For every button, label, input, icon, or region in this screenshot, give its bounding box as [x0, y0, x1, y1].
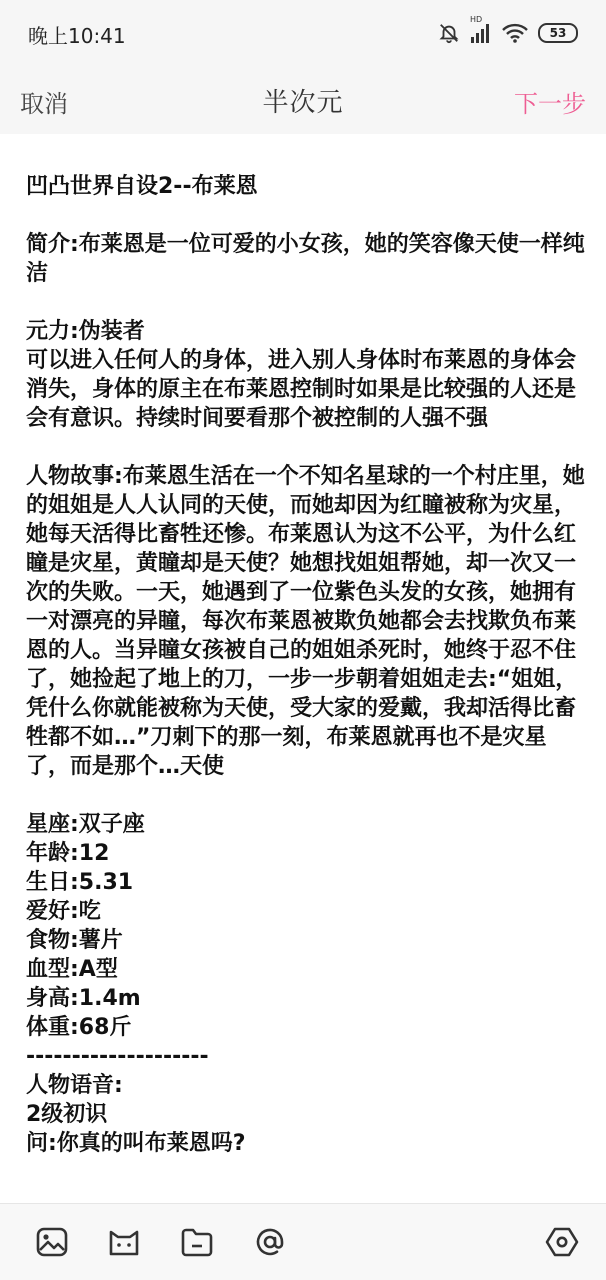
profile-line: 身高:1.4m: [26, 986, 141, 1011]
emoji-button[interactable]: [106, 1224, 142, 1260]
signal-icon: [470, 23, 492, 43]
profile-line: 2级初识: [26, 1102, 108, 1127]
intro-text: 简介:布莱恩是一位可爱的小女孩，她的笑容像天使一样纯洁: [26, 232, 585, 286]
battery-icon: 53: [538, 23, 578, 43]
profile-line: 食物:薯片: [26, 928, 123, 953]
status-bar: [0, 0, 606, 68]
profile-line: 问:你真的叫布莱恩吗?: [26, 1131, 246, 1156]
hd-label: HD: [470, 15, 483, 24]
folder-icon: [179, 1224, 215, 1260]
profile-line: 人物语音:: [26, 1073, 123, 1098]
profile-line: 生日:5.31: [26, 870, 134, 895]
next-step-button[interactable]: 下一步: [514, 90, 586, 118]
profile-line: 星座:双子座: [26, 812, 145, 837]
status-icons: [438, 15, 578, 46]
header: [0, 68, 606, 134]
profile-line: 年龄:12: [26, 841, 110, 866]
profile-line: 爱好:吃: [26, 899, 101, 924]
emoji-cat-icon: [106, 1224, 142, 1260]
settings-button[interactable]: [544, 1224, 580, 1260]
hexagon-settings-icon: [544, 1224, 580, 1260]
page-title: 半次元: [262, 88, 344, 118]
story-text: 人物故事:布莱恩生活在一个不知名星球的一个村庄里，她的姐姐是人人认同的天使，而她却因为红瞳被称为灾星，她每天活得比畜牲还惨。布莱恩认为这不公平，为什么红瞳是灾星，黄瞳却是天使？她想找姐姐帮她，却一次又一次的失败。一天，她遇到了一位紫色头发的女孩，她拥有一对漂亮的异瞳，每次布莱恩被欺负她都会去找欺负布莱恩的人。当异瞳女孩被自己的姐姐杀死时，她终于忍不住了，她捡起了地上的刀，一步一步朝着姐姐走去:“姐姐，凭什么你就能被称为天使，受大家的爱戴，我却活得比畜牲都不如…”刀刺下的那一刻，布莱恩就再也不是灾星了，而是那个…天使: [26, 464, 585, 779]
power-description: 可以进入任何人的身体，进入别人身体时布莱恩的身体会消失，身体的原主在布莱恩控制时如果是比较强的人还是会有意识。持续时间要看那个被控制的人强不强: [26, 348, 577, 431]
at-icon: [252, 1224, 288, 1260]
folder-button[interactable]: [179, 1224, 215, 1260]
mute-bell-icon: [438, 22, 460, 44]
profile-line: 体重:68斤: [26, 1015, 132, 1040]
image-icon: [34, 1224, 70, 1260]
mention-button[interactable]: [252, 1224, 288, 1260]
post-editor[interactable]: [26, 172, 586, 1204]
wifi-icon: [502, 23, 528, 43]
profile-line: 血型:A型: [26, 957, 118, 982]
power-name: 元力:伪装者: [26, 319, 145, 344]
post-title: 凹凸世界自设2--布莱恩: [26, 174, 258, 199]
cancel-button[interactable]: 取消: [20, 90, 68, 118]
status-time: 晚上10:41: [28, 24, 126, 48]
bottom-toolbar: [0, 1203, 606, 1280]
divider-line: --------------------: [26, 1044, 209, 1069]
image-button[interactable]: [34, 1224, 70, 1260]
